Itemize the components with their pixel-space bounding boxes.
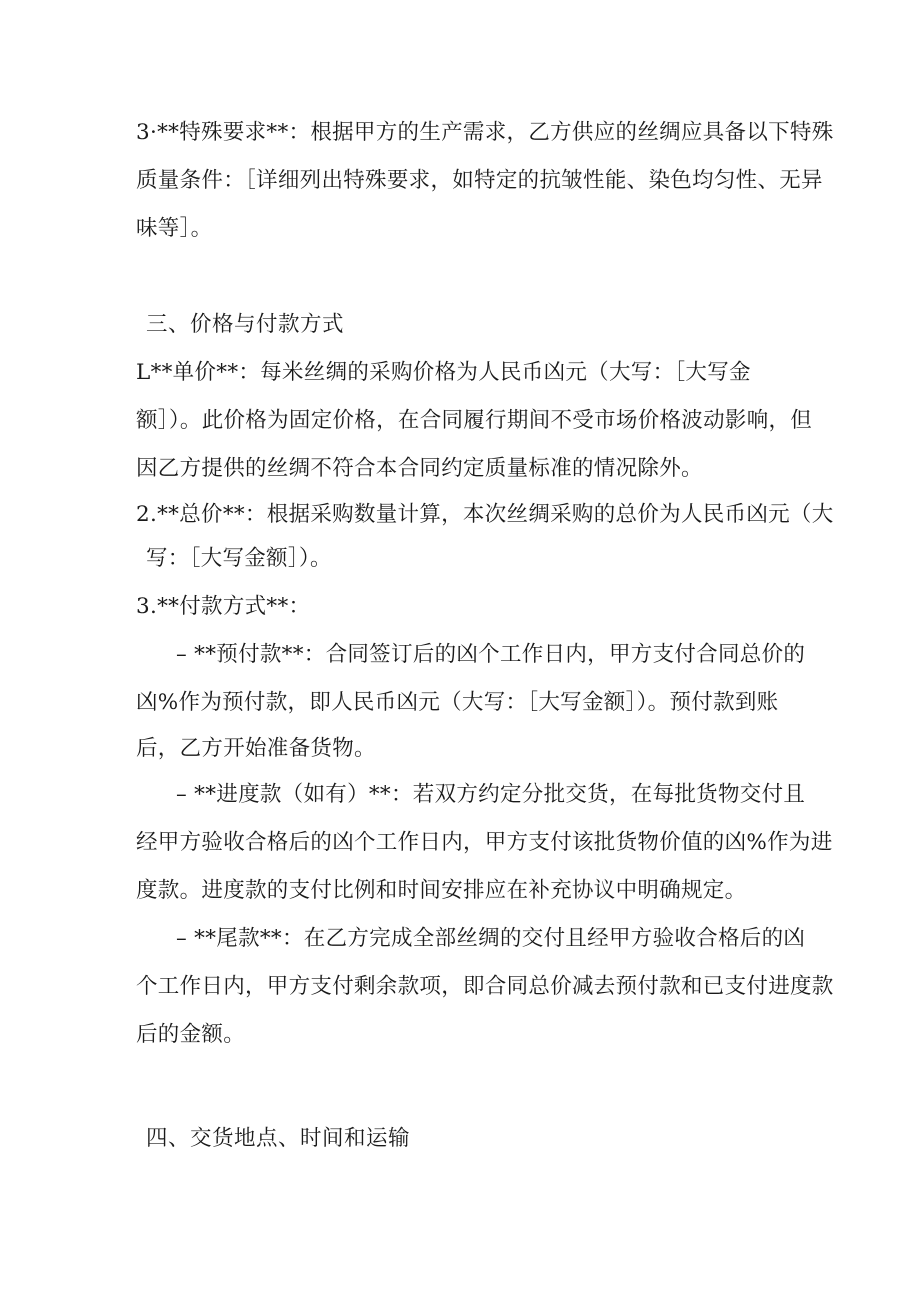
paragraph-line: 经甲方验收合格后的凶个工作日内，甲方支付该批货物价值的凶%作为进 [136, 830, 833, 855]
paragraph-line: L**单价**：每米丝绸的采购价格为人民币凶元（大写：［大写金 [136, 360, 751, 385]
section-heading-4: 四、交货地点、时间和运输 [146, 1126, 411, 1151]
paragraph-line: 后的金额。 [136, 1022, 246, 1047]
paragraph-line: – **预付款**：合同签订后的凶个工作日内，甲方支付合同总价的 [176, 642, 806, 667]
paragraph-line: 因乙方提供的丝绸不符合本合同约定质量标准的情况除外。 [136, 456, 703, 481]
paragraph-line: 写：［大写金额］）。 [146, 546, 332, 571]
paragraph-line: 凶%作为预付款，即人民币凶元（大写：［大写金额］）。预付款到账 [136, 690, 779, 715]
paragraph-line: – **进度款（如有）**：若双方约定分批交货，在每批货物交付且 [176, 782, 806, 807]
paragraph-line: 度款。进度款的支付比例和时间安排应在补充协议中明确规定。 [136, 878, 747, 903]
paragraph-line: 个工作日内，甲方支付剩余款项，即合同总价减去预付款和已支付进度款 [136, 974, 834, 999]
paragraph-line: 额］）。此价格为固定价格，在合同履行期间不受市场价格波动影响，但 [136, 408, 813, 433]
paragraph-line: 味等］。 [136, 216, 213, 241]
paragraph-line: – **尾款**：在乙方完成全部丝绸的交付且经甲方验收合格后的凶 [176, 926, 806, 951]
section-heading-3: 三、价格与付款方式 [146, 312, 345, 337]
paragraph-line: 3·**特殊要求**：根据甲方的生产需求，乙方供应的丝绸应具备以下特殊 [136, 120, 834, 145]
paragraph-line: 质量条件：［详细列出特殊要求，如特定的抗皱性能、染色均匀性、无异 [136, 168, 823, 193]
paragraph-line: 3.**付款方式**： [136, 594, 311, 619]
paragraph-line: 后，乙方开始准备货物。 [136, 736, 376, 761]
paragraph-line: 2.**总价**：根据采购数量计算，本次丝绸采购的总价为人民币凶元（大 [136, 502, 834, 527]
